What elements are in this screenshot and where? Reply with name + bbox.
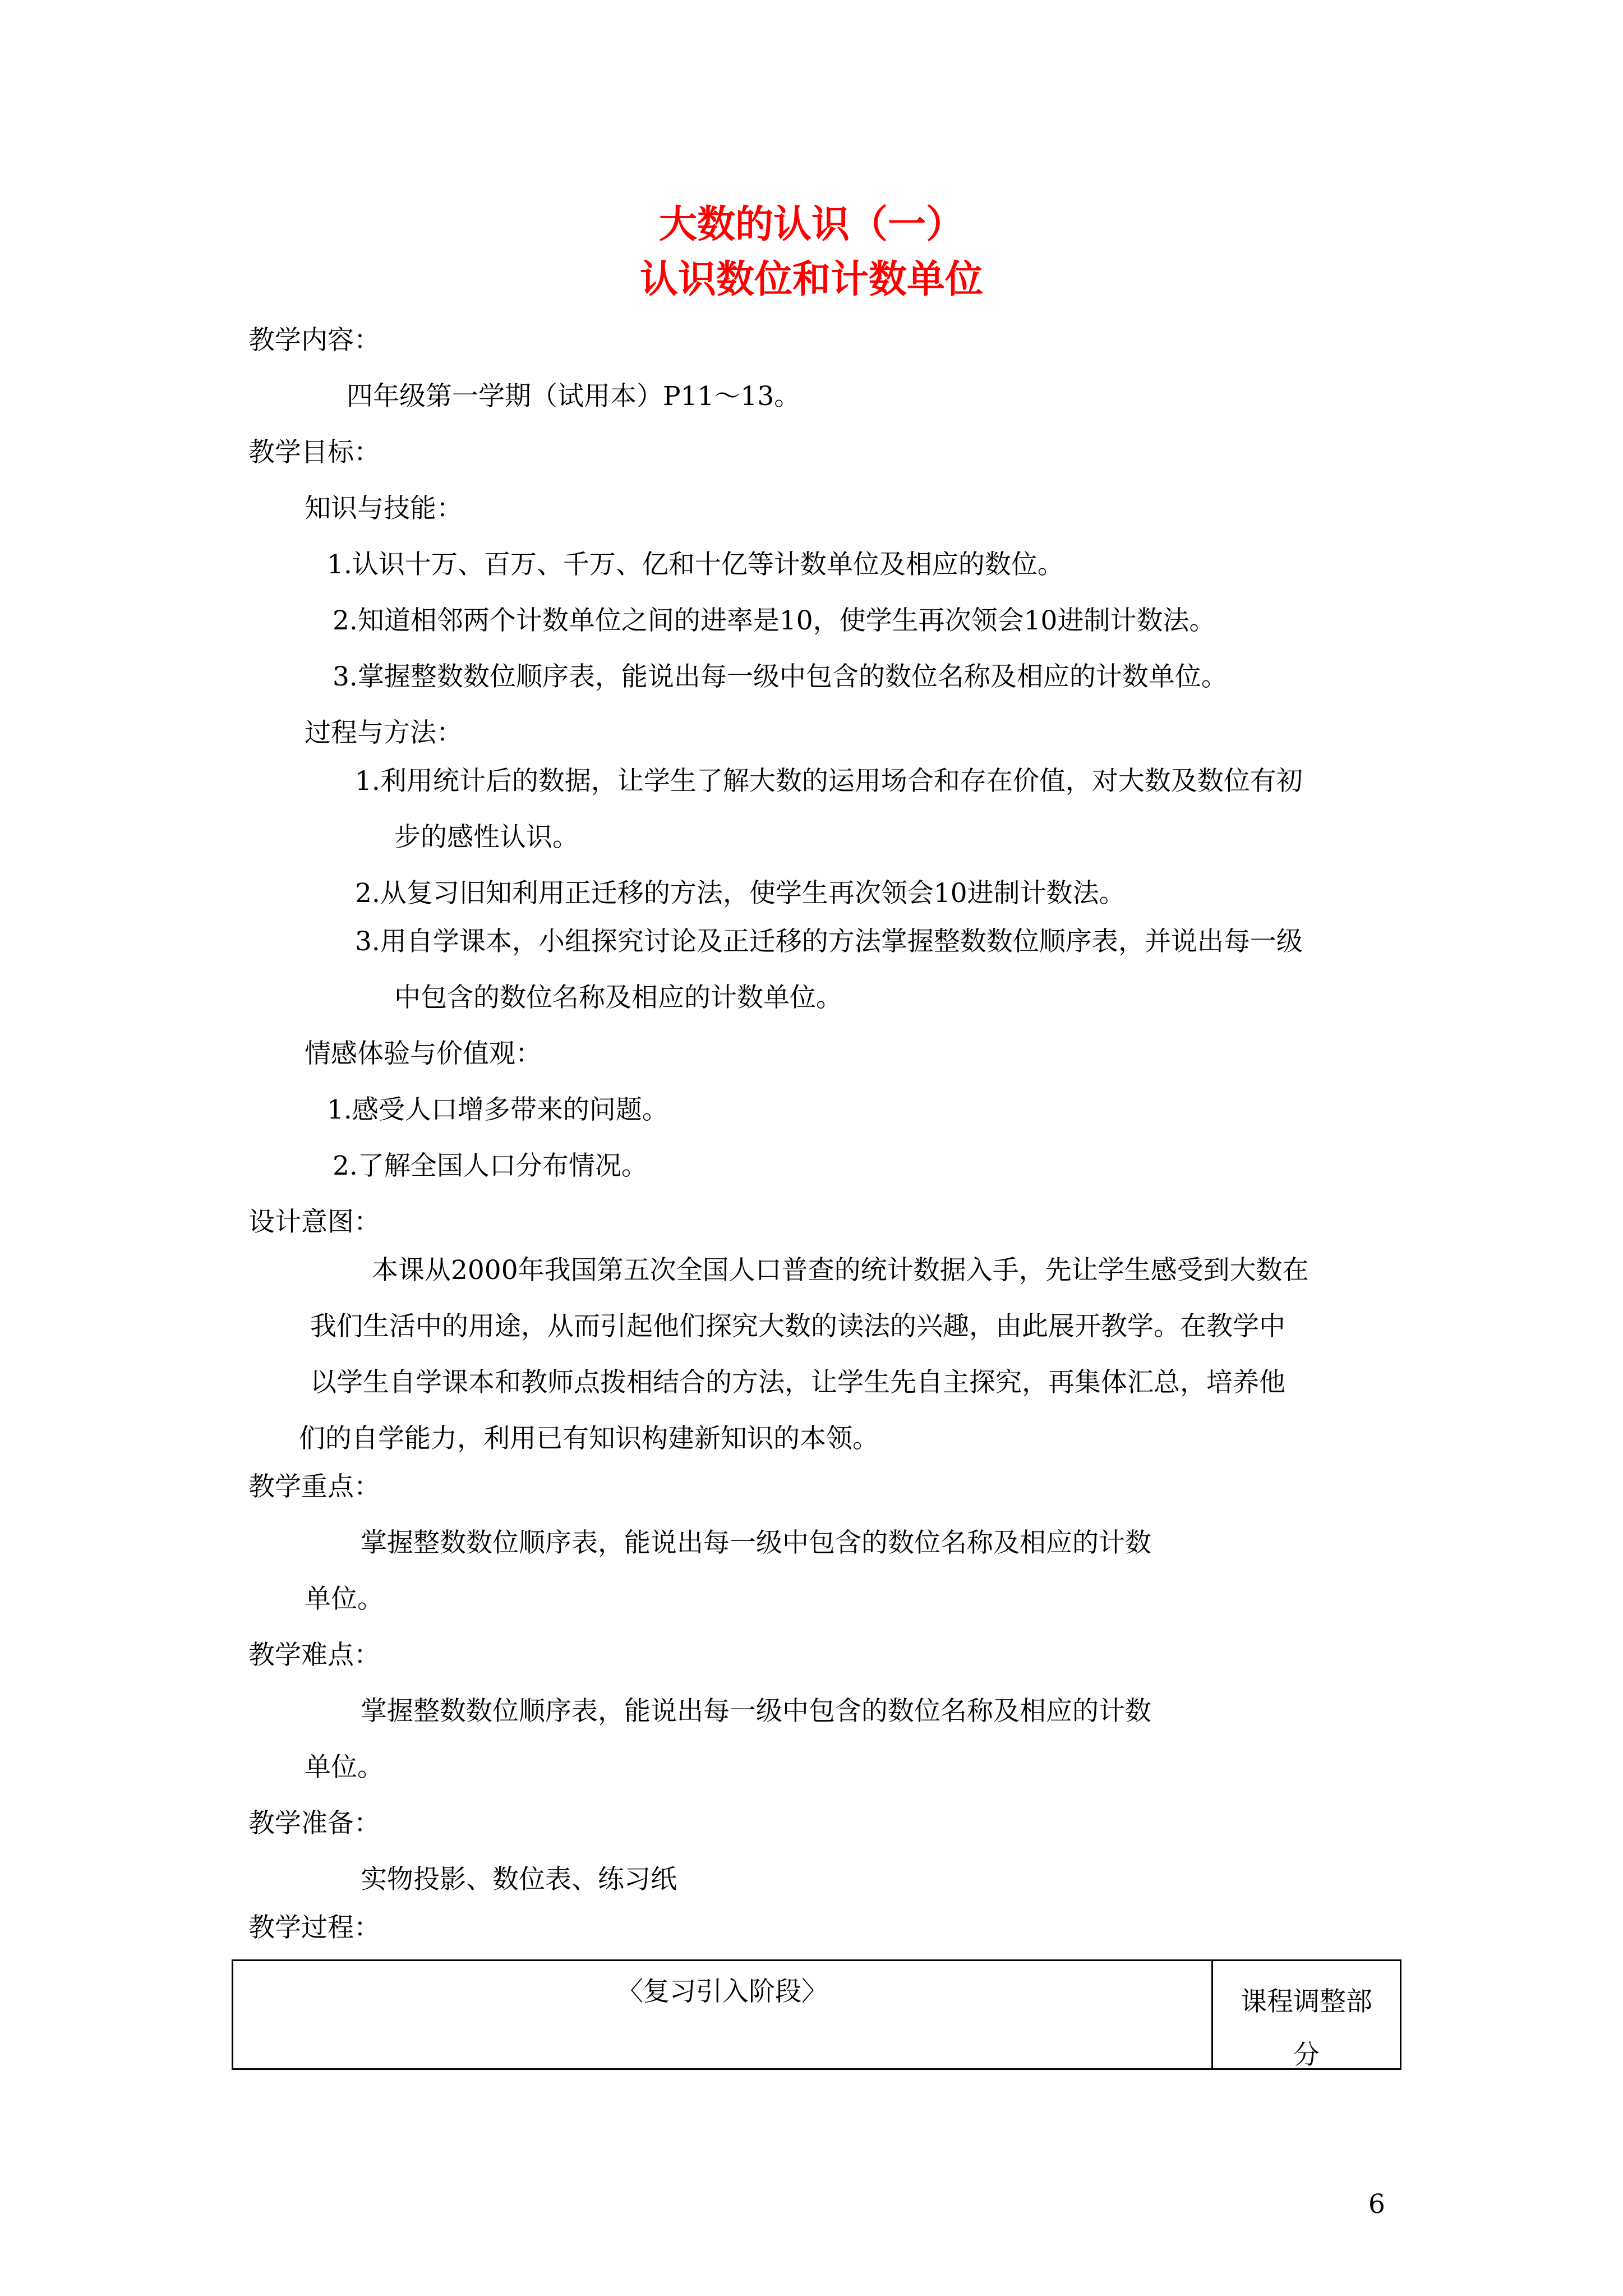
process-item: 3.用自学课本，小组探究讨论及正迁移的方法掌握整数数位顺序表，并说出每一级 [355,926,1303,957]
content-text: 四年级第一学期（试用本）P11～13。 [347,381,801,412]
process-item-continued: 步的感性认识。 [394,822,579,853]
design-line: 我们生活中的用途，从而引起他们探究大数的读法的兴趣，由此展开教学。在教学中 [310,1311,1285,1342]
content-heading: 教学内容： [248,325,380,356]
design-line: 们的自学能力，利用已有知识构建新知识的本领。 [299,1423,879,1454]
difficulty-line: 掌握整数数位顺序表，能说出每一级中包含的数位名称及相应的计数 [361,1696,1151,1727]
page-number: 6 [1368,2189,1385,2220]
procedure-heading: 教学过程： [248,1912,380,1943]
design-heading: 设计意图： [248,1207,380,1237]
process-item: 2.从复习旧知利用正迁移的方法，使学生再次领会10进制计数法。 [355,878,1126,909]
goals-heading: 教学目标： [248,437,380,468]
key-line: 单位。 [305,1584,384,1614]
emotion-heading: 情感体验与价值观： [305,1038,542,1069]
emotion-item: 1.感受人口增多带来的问题。 [327,1094,668,1125]
knowledge-item: 3.掌握整数数位顺序表，能说出每一级中包含的数位名称及相应的计数单位。 [333,661,1228,692]
design-line: 以学生自学课本和教师点拨相结合的方法，让学生先自主探究，再集体汇总，培养他 [310,1367,1285,1398]
procedure-table [232,1959,1401,2070]
title-line-2: 认识数位和计数单位 [639,257,983,302]
difficulty-line: 单位。 [305,1752,384,1783]
adjust-label: 课程调整部分 [1241,1986,1372,2070]
process-item: 1.利用统计后的数据，让学生了解大数的运用场合和存在价值，对大数及数位有初 [355,766,1303,797]
stage-label: 〈复习引入阶段〉 [617,1976,828,2007]
process-heading: 过程与方法： [305,717,463,748]
emotion-item: 2.了解全国人口分布情况。 [333,1151,648,1181]
title-line-1: 大数的认识（一） [658,202,964,247]
difficulty-heading: 教学难点： [248,1640,380,1671]
key-heading: 教学重点： [248,1471,380,1502]
knowledge-item: 2.知道相邻两个计数单位之间的进率是10，使学生再次领会10进制计数法。 [333,605,1216,636]
design-line: 本课从2000年我国第五次全国人口普查的统计数据入手，先让学生感受到大数在 [372,1255,1309,1286]
prep-text: 实物投影、数位表、练习纸 [361,1864,677,1895]
key-line: 掌握整数数位顺序表，能说出每一级中包含的数位名称及相应的计数 [361,1527,1151,1558]
prep-heading: 教学准备： [248,1808,380,1839]
knowledge-item: 1.认识十万、百万、千万、亿和十亿等计数单位及相应的数位。 [327,549,1064,580]
process-item-continued: 中包含的数位名称及相应的计数单位。 [394,982,842,1013]
knowledge-heading: 知识与技能： [305,493,463,524]
